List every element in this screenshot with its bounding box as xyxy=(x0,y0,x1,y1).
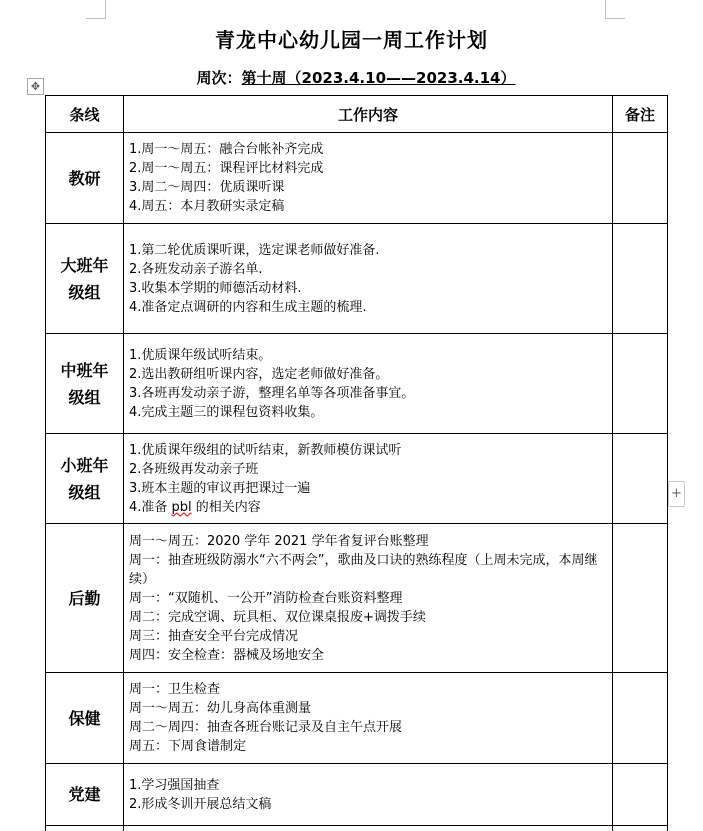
category-line: 级组 xyxy=(68,482,101,502)
table-row xyxy=(46,826,668,831)
list-item: 1.学习强国抽查 xyxy=(129,777,220,793)
header-notes: 备注 xyxy=(613,96,668,133)
list-item: 2.各班发动亲子游名单. xyxy=(129,261,263,277)
note-cell xyxy=(613,224,668,334)
content-cell xyxy=(124,524,613,673)
list-item: 周二～周四：抽查各班台账记录及自主午点开展 xyxy=(129,720,403,735)
list-item: 2.周一～周五：课程评比材料完成 xyxy=(129,161,324,176)
move-cross-icon[interactable]: ✥ xyxy=(27,78,44,95)
content-cell xyxy=(124,224,613,334)
list-item: 周一～周五：幼儿身高体重测量 xyxy=(129,701,312,716)
crop-mark-right-h xyxy=(605,18,625,19)
work-plan-table xyxy=(45,95,668,831)
list-item: 4.周五：本月教研实录定稿 xyxy=(129,199,285,214)
table-row xyxy=(46,334,668,434)
content-cell xyxy=(124,673,613,764)
spellcheck-word: pbl xyxy=(171,499,192,515)
header-category: 条线 xyxy=(46,96,124,133)
table-row xyxy=(46,673,668,764)
note-cell xyxy=(613,764,668,826)
category-cell xyxy=(46,334,124,434)
list-item: 周一～周五：2020 学年 2021 学年省复评台账整理 xyxy=(129,533,429,549)
plus-icon[interactable]: + xyxy=(668,481,685,507)
table-row xyxy=(46,434,668,524)
list-item: 周二：完成空调、玩具柜、双位课桌报废+调拨手续 xyxy=(129,609,426,625)
category-cell xyxy=(46,434,124,524)
list-item: 周五：下周食谱制定 xyxy=(129,739,247,754)
list-item: 3.周二～周四：优质课听课 xyxy=(129,180,285,195)
content-cell xyxy=(124,764,613,826)
category-line: 大班年 xyxy=(60,255,109,275)
list-item xyxy=(129,498,608,517)
category-cell: 后勤 xyxy=(46,524,124,673)
list-item: 1.优质课年级试听结束。 xyxy=(129,347,272,363)
crop-mark-right xyxy=(605,0,606,18)
content-cell xyxy=(124,133,613,224)
list-item: 2.形成冬训开展总结文稿 xyxy=(129,796,272,812)
list-item: 周一：卫生检查 xyxy=(129,682,221,697)
content-cell xyxy=(124,826,613,831)
table-row xyxy=(46,524,668,673)
note-cell xyxy=(613,334,668,434)
list-item: 4.完成主题三的课程包资料收集。 xyxy=(129,404,324,420)
note-cell xyxy=(613,133,668,224)
category-cell xyxy=(46,224,124,334)
content-cell xyxy=(124,334,613,434)
week-value: 第十周（2023.4.10——2023.4.14） xyxy=(241,69,516,87)
table-row xyxy=(46,133,668,224)
note-cell xyxy=(613,434,668,524)
table-row xyxy=(46,764,668,826)
list-item: 2.各班级再发动亲子班 xyxy=(129,461,259,477)
category-line: 级组 xyxy=(68,387,101,407)
header-content: 工作内容 xyxy=(124,96,613,133)
week-label: 周次： xyxy=(196,69,242,87)
content-cell xyxy=(124,434,613,524)
note-cell xyxy=(613,673,668,764)
category-cell: 教研 xyxy=(46,133,124,224)
list-item: 3.收集本学期的师德活动材料. xyxy=(129,280,302,296)
note-cell xyxy=(613,826,668,831)
list-item: 周一：抽查班级防溺水“六不两会”，歌曲及口诀的熟练程度（上周未完成，本周继续） xyxy=(129,552,598,587)
category-cell: 党建 xyxy=(46,764,124,826)
crop-mark-left-h xyxy=(86,18,106,19)
list-item: 周一：“双随机、一公开”消防检查台账资料整理 xyxy=(129,590,403,606)
table-row xyxy=(46,224,668,334)
category-line: 小班年 xyxy=(60,455,109,475)
category-cell xyxy=(46,826,124,831)
list-item: 1.周一～周五：融合台帐补齐完成 xyxy=(129,142,324,157)
list-item: 3.班本主题的审议再把课过一遍 xyxy=(129,480,311,496)
category-line: 中班年 xyxy=(60,360,109,380)
document-title: 青龙中心幼儿园一周工作计划 xyxy=(215,28,488,52)
list-item: 周四：安全检查：器械及场地安全 xyxy=(129,647,325,663)
category-cell: 保健 xyxy=(46,673,124,764)
list-item: 2.选出教研组听课内容，选定老师做好准备。 xyxy=(129,366,389,382)
list-item-prefix: 4.准备 xyxy=(129,499,172,515)
list-item: 3.各班再发动亲子游，整理名单等各项准备事宜。 xyxy=(129,385,415,401)
list-item: 周三：抽查安全平台完成情况 xyxy=(129,628,299,644)
list-item: 4.准备定点调研的内容和生成主题的梳理. xyxy=(129,299,367,315)
note-cell xyxy=(613,524,668,673)
list-item: 1.优质课年级组的试听结束，新教师模仿课试听 xyxy=(129,442,402,458)
crop-mark-left xyxy=(105,0,106,18)
week-line xyxy=(0,67,703,88)
list-item-suffix: 的相关内容 xyxy=(191,499,261,515)
table-header-row xyxy=(46,96,668,133)
category-line: 级组 xyxy=(68,282,101,302)
list-item: 1.第二轮优质课听课，选定课老师做好准备. xyxy=(129,242,380,258)
